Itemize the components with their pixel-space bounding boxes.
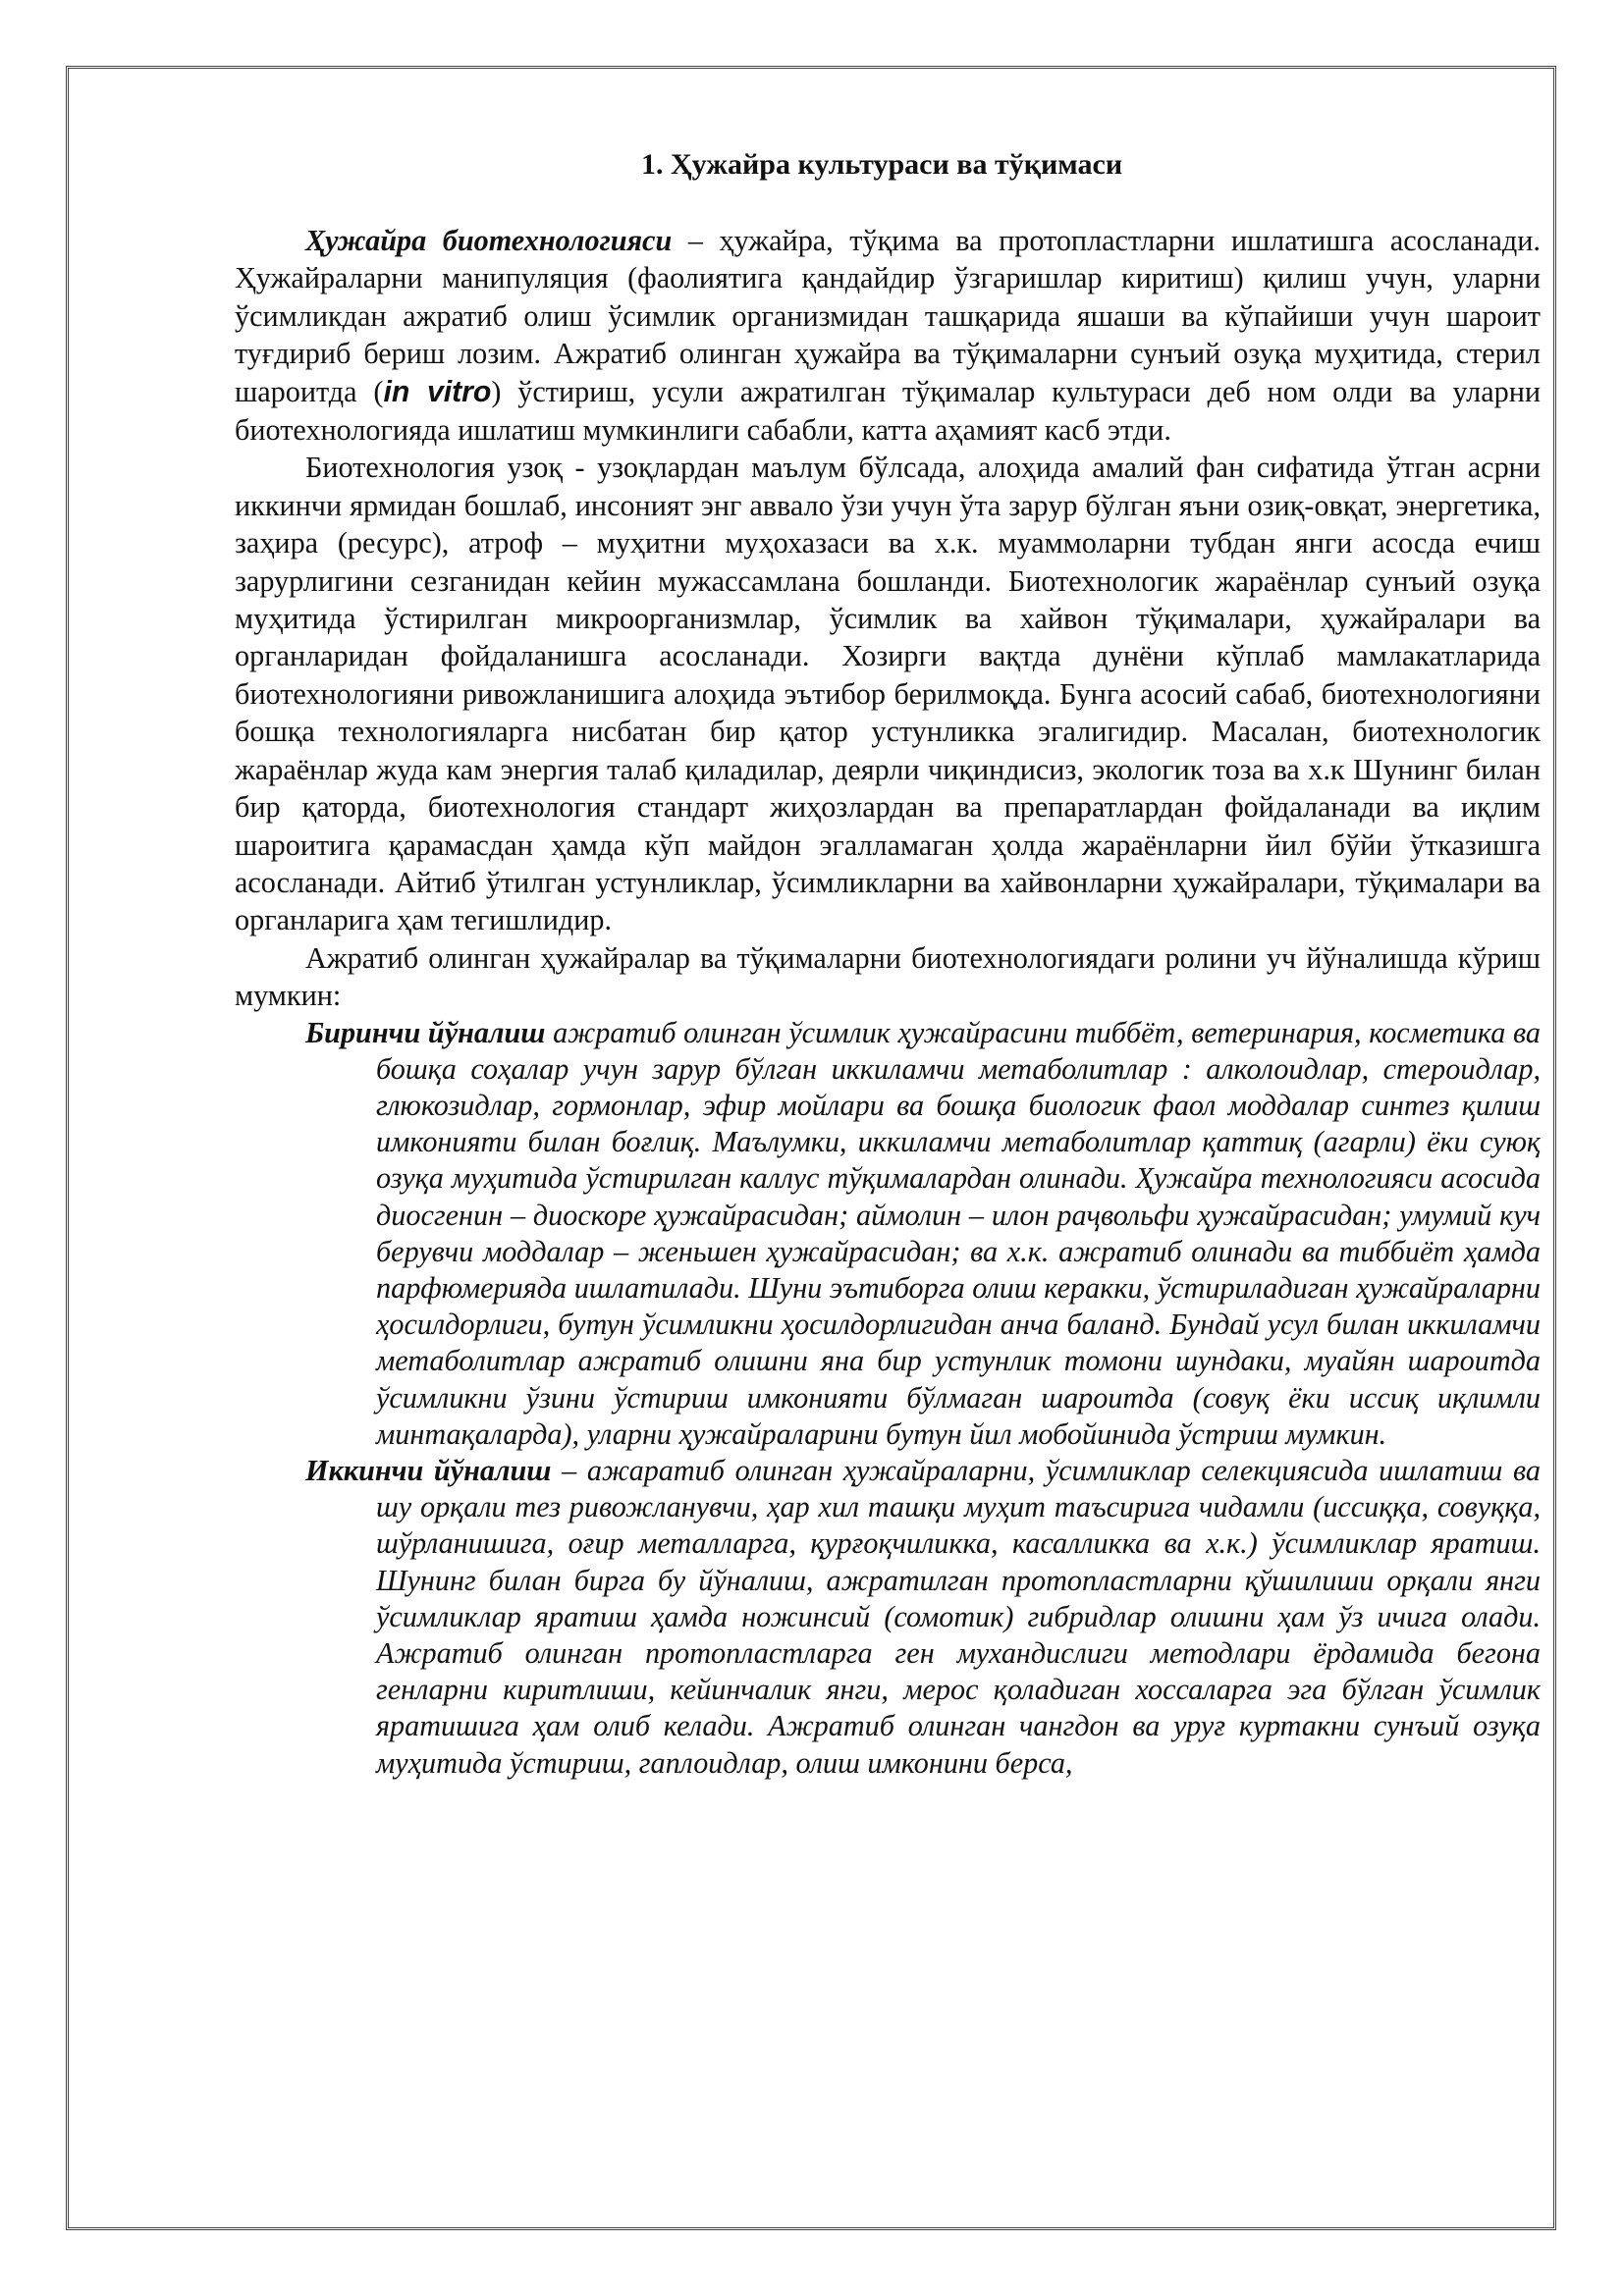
page-title: 1. Ҳужайра культураси ва тўқимаси xyxy=(641,148,1123,181)
direction-first-text: ажратиб олинган ўсимлик ҳужайрасини тиббёт, ветеринария, косметика ва бошқа соҳалар учун зарур бўлган иккиламчи метаболитлар : алколоидлар, стероидлар, глюкозидлар, гормонлар, эфир мойлари ва бошқа биологик фаол моддалар синтез қилиш имконияти билан боғлиқ. Маълумки, иккиламчи метаболитлар қаттиқ (агарли) ёки суюқ озуқа муҳитида ўстирилган каллус тўқималардан олинади. Ҳужайра технологияси асосида диосгенин – диоскоре ҳужайрасидан; аймолин – илон раҷвольфи ҳужайрасидан; умумий куч берувчи моддалар – женьшен ҳужайрасидан; ва х.к. ажратиб олинади ва тиббиёт ҳамда парфюмерияда ишлатилади. Шуни эътиборга олиш керакки, ўстириладиган ҳужайраларни ҳосилдорлиги, бутун ўсимликни ҳосилдорлигидан анча баланд. Бундай усул билан иккиламчи метаболитлар ажратиб олишни яна бир устунлик томони шундаки, муайян шароитда ўсимликни ўзини ўстириш имконияти бўлмаган шароитда (совуқ ёки иссиқ иқлимли минтақаларда), уларни ҳужайраларини бутун йил мобойинида ўстриш мумкин. xyxy=(376,1015,1541,1451)
direction-first-lead: Биринчи йўналиш xyxy=(305,1015,546,1049)
paragraph-three-directions: Ажратиб олинган ҳужайралар ва тўқималарни биотехнологиядаги ролини уч йўналишда кўриш мумкин: xyxy=(235,940,1541,1013)
direction-second-lead: Иккинчи йўналиш xyxy=(305,1453,552,1487)
direction-second xyxy=(305,1453,1541,1782)
paragraph-intro xyxy=(235,222,1541,449)
intro-text-a: – ҳужайра, тўқима ва протопластларни ишлатишга асосланади. Ҳужайраларни манипуляция (фаолиятига қандайдир ўзгаришлар киритиш) қилиш учун, уларни ўсимликдан ажратиб олиш ўсимлик организмидан ташқарида яшаши ва кўпайиши учун шароит туғдириб бериш лозим. Ажратиб олинган ҳужайра ва тўқималарни сунъий озуқа муҳитида, стерил шароитда ( xyxy=(235,224,1541,408)
in-vitro-term: in vitro xyxy=(383,375,492,408)
paragraph-biotech-history: Биотехнология узоқ - узоқлардан маълум бўлсада, алоҳида амалий фан сифатида ўтган асрни иккинчи ярмидан бошлаб, инсоният энг аввало ўзи учун ўта зарур бўлган яъни озиқ-овқат, энергетика, заҳира (ресурс), атроф – муҳитни муҳохазаси ва х.к. муаммоларни тубдан янги асосда ечиш зарурлигини сезганидан кейин мужассамлана бошланди. Биотехнологик жараёнлар сунъий озуқа муҳитида ўстирилган микроорганизмлар, ўсимлик ва хайвон тўқималари, ҳужайралари ва органларидан фойдаланишга асосланади. Хозирги вақтда дунёни кўплаб мамлакатларида биотехнологияни ривожланишига алоҳида эътибор берилмоқда. Бунга асосий сабаб, биотехнологияни бошқа технологияларга нисбатан бир қатор устунликка эгалигидир. Масалан, биотехнологик жараёнлар жуда кам энергия талаб қиладилар, деярли чиқиндисиз, экологик тоза ва х.к Шунинг билан бир қаторда, биотехнология стандарт жиҳозлардан ва препаратлардан фойдаланади ва иқлим шароитига қарамасдан ҳамда кўп майдон эгалламаган ҳолда жараёнларни йил бўйи ўтказишга асосланади. Айтиб ўтилган устунликлар, ўсимликларни ва хайвонларни ҳужайралари, тўқималари ва органларига ҳам тегишлидир. xyxy=(235,451,1541,937)
term-cell-biotech: Ҳужайра биотехнологияси xyxy=(305,224,673,257)
direction-second-text: – ажаратиб олинган ҳужайраларни, ўсимликлар селекциясида ишлатиш ва шу орқали тез ривожланувчи, ҳар хил ташқи муҳит таъсирига чидамли (иссиққа, совуққа, шўрланишига, оғир металларга, қурғоқчиликка, касалликка ва х.к.) ўсимликлар яратиш. Шунинг билан бирга бу йўналиш, ажратилган протопластларни қўшилиши орқали янги ўсимликлар яратиш ҳамда ножинсий (сомотик) гибридлар олишни ҳам ўз ичига олади. Ажратиб олинган протопластларга ген мухандислиги методлари ёрдамида бегона генларни киритлиши, кейинчалик янги, мерос қоладиган хоссаларга эга бўлган ўсимлик яратишига ҳам олиб келади. Ажратиб олинган чангдон ва уруғ куртакни сунъий озуқа муҳитида ўстириш, гаплоидлар, олиш имконини берса, xyxy=(376,1453,1542,1780)
direction-first xyxy=(305,1015,1541,1453)
document-body xyxy=(235,145,1541,1782)
intro-text-b: ) ўстириш, усули ажратилган тўқималар культураси деб ном олди ва уларни биотехнологияда ишлатиш мумкинлиги сабабли, катта аҳамият касб этди. xyxy=(235,374,1542,448)
